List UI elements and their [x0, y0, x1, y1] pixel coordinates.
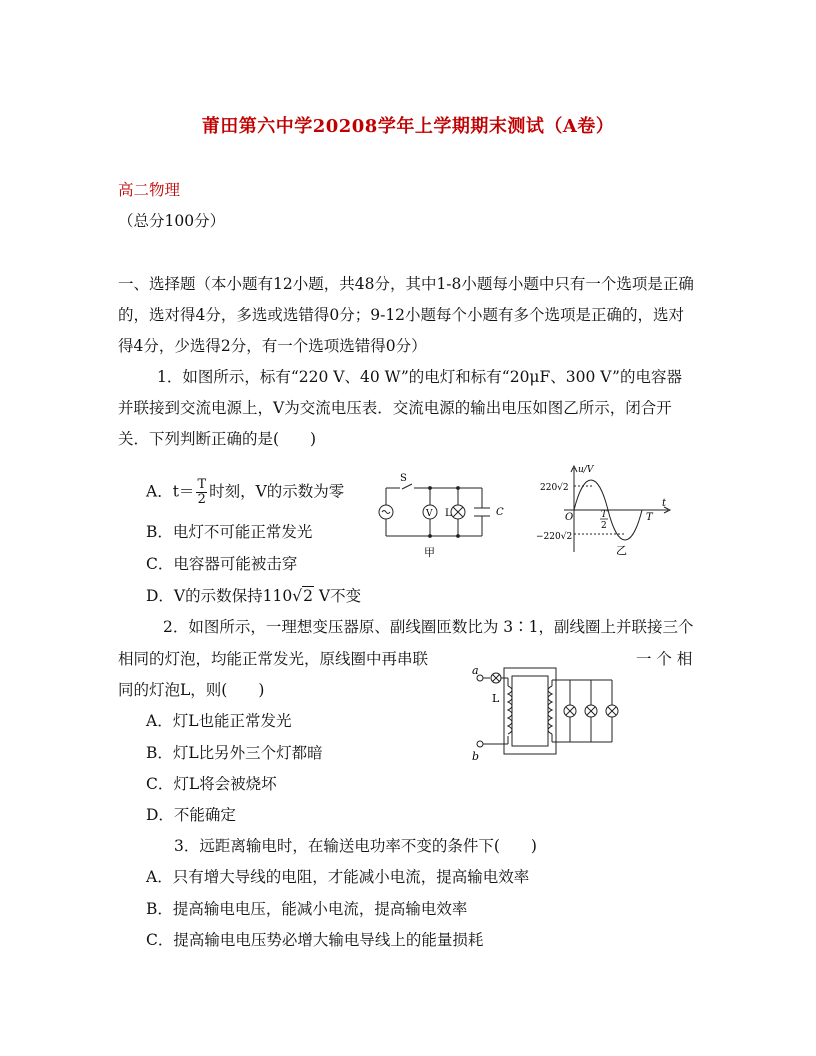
- q1-option-d-suffix: V不变: [313, 587, 362, 605]
- total-score: （总分100分）: [118, 212, 226, 230]
- q3-option-a: A．只有增大导线的电阻，才能减小电流，提高输电效率: [146, 868, 530, 886]
- q1-option-a-suffix: 时刻，V的示数为零: [209, 482, 345, 501]
- waveform-origin-label: O: [565, 512, 574, 523]
- waveform-x-axis-label: t: [662, 498, 667, 509]
- q1-voltage-waveform: [536, 462, 676, 558]
- q1-option-a-prefix: A．t＝: [146, 482, 195, 501]
- q2-stem-line1: 2．如图所示，一理想变压器原、副线圈匝数比为 3∶1，副线圈上并联接三个: [163, 618, 694, 636]
- q1-stem-line1: 1．如图所示，标有“220 V、40 W”的电灯和标有“20μF、300 V”的电容器: [157, 368, 682, 386]
- waveform-min-label: −220√2: [536, 532, 573, 542]
- q3-stem: 3．远距离输电时，在输送电功率不变的条件下( ): [174, 837, 537, 855]
- q2-stem-line2b: 一 个 相: [636, 650, 693, 668]
- document-title: 莆田第六中学20208学年上学期期末测试（A卷）: [201, 116, 615, 137]
- q3-option-c: C．提高输电电压势必增大输电导线上的能量损耗: [146, 931, 484, 949]
- q2-option-a: A．灯L也能正常发光: [146, 712, 292, 730]
- figure-yi-caption: 乙: [616, 544, 627, 557]
- q1-fraction-denominator: 2: [197, 492, 206, 507]
- q2-option-b: B．灯L比另外三个灯都暗: [146, 744, 323, 762]
- q2-transformer-diagram: [468, 664, 628, 764]
- waveform-half-period-den: 2: [601, 521, 607, 531]
- waveform-y-axis-label: u/V: [578, 465, 594, 475]
- waveform-max-label: 220√2: [540, 483, 569, 493]
- lamp-label: L: [445, 508, 452, 519]
- q2-stem-line3: 同的灯泡L，则( ): [118, 681, 265, 699]
- lamp-l-label: L: [492, 692, 500, 705]
- q1-stem-line2: 并联接到交流电源上，V为交流电压表．交流电源的输出电压如图乙所示，闭合开: [118, 399, 672, 417]
- q1-option-a: [146, 478, 344, 507]
- voltmeter-label: V: [426, 509, 433, 519]
- q1-fraction-numerator: T: [197, 477, 207, 492]
- q1-option-a-fraction: [196, 478, 207, 507]
- q1-option-b: B．电灯不可能正常发光: [146, 523, 313, 541]
- section-intro-line1: 一、选择题（本小题有12小题，共48分，其中1-8小题每小题中只有一个选项是正确: [118, 275, 694, 293]
- q3-option-b: B．提高输电电压，能减小电流，提高输电效率: [146, 900, 468, 918]
- capacitor-label: C: [496, 507, 504, 518]
- waveform-period-label: T: [646, 512, 653, 523]
- q1-option-c: C．电容器可能被击穿: [146, 555, 298, 573]
- q1-circuit-diagram: [372, 466, 522, 562]
- terminal-b-label: b: [472, 750, 480, 763]
- q1-sqrt-radicand: 2: [303, 587, 313, 605]
- subject-label: 高二物理: [118, 181, 181, 199]
- q2-stem-line2a: 相同的灯泡，均能正常发光，原线圈中再串联: [118, 650, 429, 668]
- waveform-half-period-num: T: [601, 510, 608, 520]
- section-intro-line2: 的，选对得4分，多选或选错得0分；9-12小题每个小题有多个选项是正确的，选对: [118, 306, 685, 324]
- q1-sqrt: √2: [292, 587, 313, 605]
- q1-option-d: [146, 586, 361, 606]
- section-intro-line3: 得4分，少选得2分，有一个选项选错得0分）: [118, 337, 427, 355]
- figure-jia-caption: 甲: [424, 546, 435, 559]
- q2-option-c: C．灯L将会被烧坏: [146, 775, 277, 793]
- switch-label: S: [400, 473, 407, 484]
- q1-option-d-prefix: D．V的示数保持110: [146, 587, 293, 605]
- q2-option-d: D．不能确定: [146, 806, 236, 824]
- terminal-a-label: a: [472, 664, 479, 677]
- q1-stem-line3: 关．下列判断正确的是( ): [118, 430, 317, 448]
